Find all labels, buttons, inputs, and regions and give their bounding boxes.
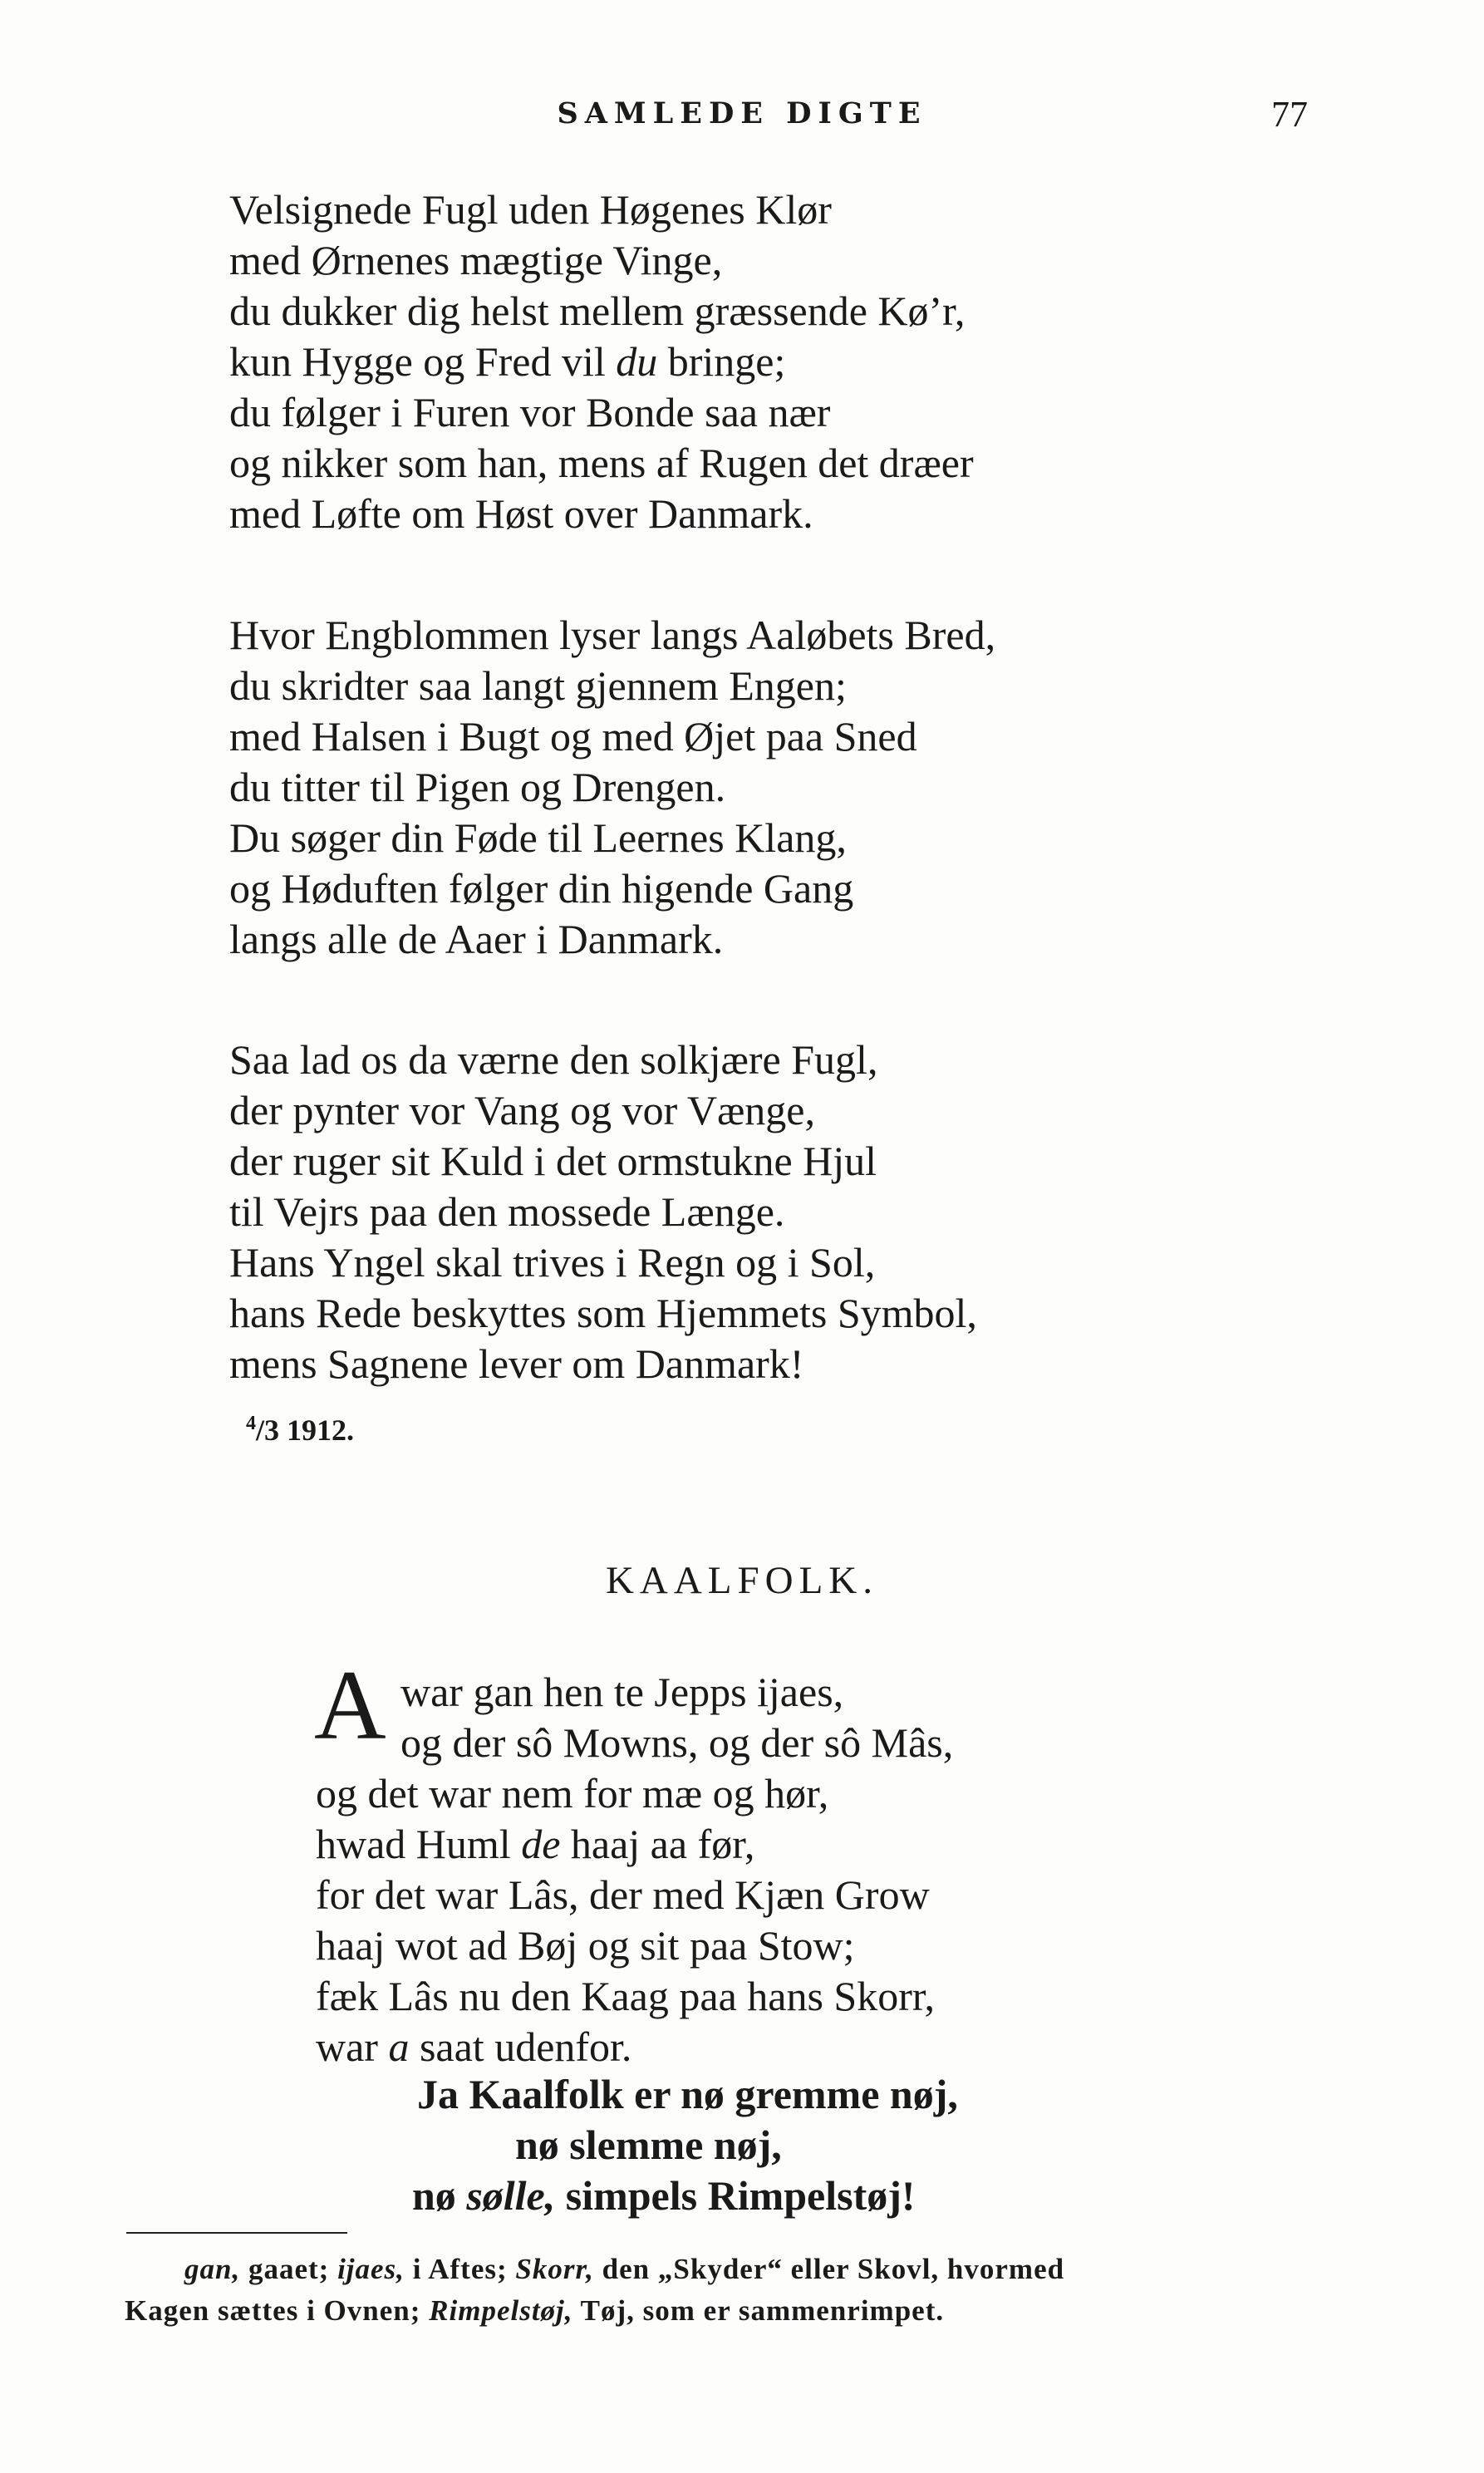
verse-line: Hvor Engblommen lyser langs Aaløbets Bred,	[229, 612, 996, 658]
verse-line: fæk Lâs nu den Kaag paa hans Skorr,	[316, 1973, 936, 2019]
italic-word: a	[388, 2023, 410, 2070]
verse-line: med Ørnenes mægtige Vinge,	[229, 237, 723, 283]
verse-line: du dukker dig helst mellem græssende Kø’r,	[229, 288, 966, 334]
italic-word: du	[616, 338, 658, 385]
footnote-line: Kagen sættes i Ovnen; Rimpelstøj, Tøj, som er sammenrimpet.	[125, 2294, 945, 2327]
verse-line: hwad Huml de haaj aa før,	[316, 1821, 755, 1867]
poem1-stanza-3	[229, 1035, 977, 1389]
verse-line: med Løfte om Høst over Danmark.	[229, 490, 813, 537]
poem-title: KAALFOLK.	[605, 1559, 879, 1602]
verse-line: mens Sagnene lever om Danmark!	[229, 1340, 804, 1387]
footnote-line: gan, gaaet; ijaes, i Aftes; Skorr, den „Skyder“ eller Skovl, hvormed	[184, 2253, 1065, 2285]
verse-line: du skridter saa langt gjennem Engen;	[229, 662, 847, 709]
poem2-refrain	[0, 2069, 958, 2221]
verse-line: for det war Lâs, der med Kjæn Grow	[316, 1871, 930, 1918]
poem2-body	[316, 1667, 953, 2072]
verse-line: til Vejrs paa den mossede Længe.	[229, 1188, 785, 1235]
refrain-line: nø slemme nøj,	[515, 2121, 782, 2168]
verse-line: der ruger sit Kuld i det ormstukne Hjul	[229, 1138, 877, 1184]
verse-line: war gan hen te Jepps ijaes,	[400, 1669, 844, 1715]
footnote-divider	[126, 2232, 347, 2234]
verse-line: og nikker som han, mens af Rugen det dræer	[229, 440, 974, 486]
verse-line: du følger i Furen vor Bonde saa nær	[229, 389, 831, 435]
refrain-line: Ja Kaalfolk er nø gremme nøj,	[417, 2071, 958, 2117]
footnote	[125, 2249, 1321, 2332]
drop-cap: A	[314, 1649, 386, 1760]
verse-line: og Høduften følger din higende Gang	[229, 865, 854, 912]
verse-line: og det war nem for mæ og hør,	[316, 1770, 829, 1817]
verse-line: langs alle de Aaer i Danmark.	[229, 916, 724, 962]
verse-line: Hans Yngel skal trives i Regn og i Sol,	[229, 1239, 876, 1286]
verse-line: med Halsen i Bugt og med Øjet paa Sned	[229, 713, 917, 760]
refrain-line: nø sølle, simpels Rimpelstøj!	[412, 2172, 916, 2219]
verse-line: og der sô Mowns, og der sô Mâs,	[400, 1719, 954, 1766]
verse-line: hans Rede beskyttes som Hjemmets Symbol,	[229, 1290, 977, 1336]
verse-line: Velsignede Fugl uden Høgenes Klør	[229, 186, 832, 233]
verse-line: kun Hygge og Fred vil du bringe;	[229, 338, 786, 385]
verse-line: war a saat udenfor.	[316, 2023, 632, 2070]
page-number: 77	[1271, 94, 1308, 135]
poem-date: $^4$/3 1912.	[246, 1413, 355, 1447]
running-title: SAMLEDE DIGTE	[557, 96, 927, 130]
poem1-stanza-1	[229, 184, 974, 539]
poem1-stanza-2	[229, 610, 995, 965]
verse-line: haaj wot ad Bøj og sit paa Stow;	[316, 1922, 855, 1969]
verse-line: Du søger din Føde til Leernes Klang,	[229, 814, 847, 861]
verse-line: Saa lad os da værne den solkjære Fugl,	[229, 1036, 878, 1083]
italic-word: de	[521, 1821, 561, 1867]
verse-line: du titter til Pigen og Drengen.	[229, 764, 726, 810]
italic-word: sølle,	[466, 2172, 556, 2219]
verse-line: der pynter vor Vang og vor Vænge,	[229, 1087, 815, 1133]
